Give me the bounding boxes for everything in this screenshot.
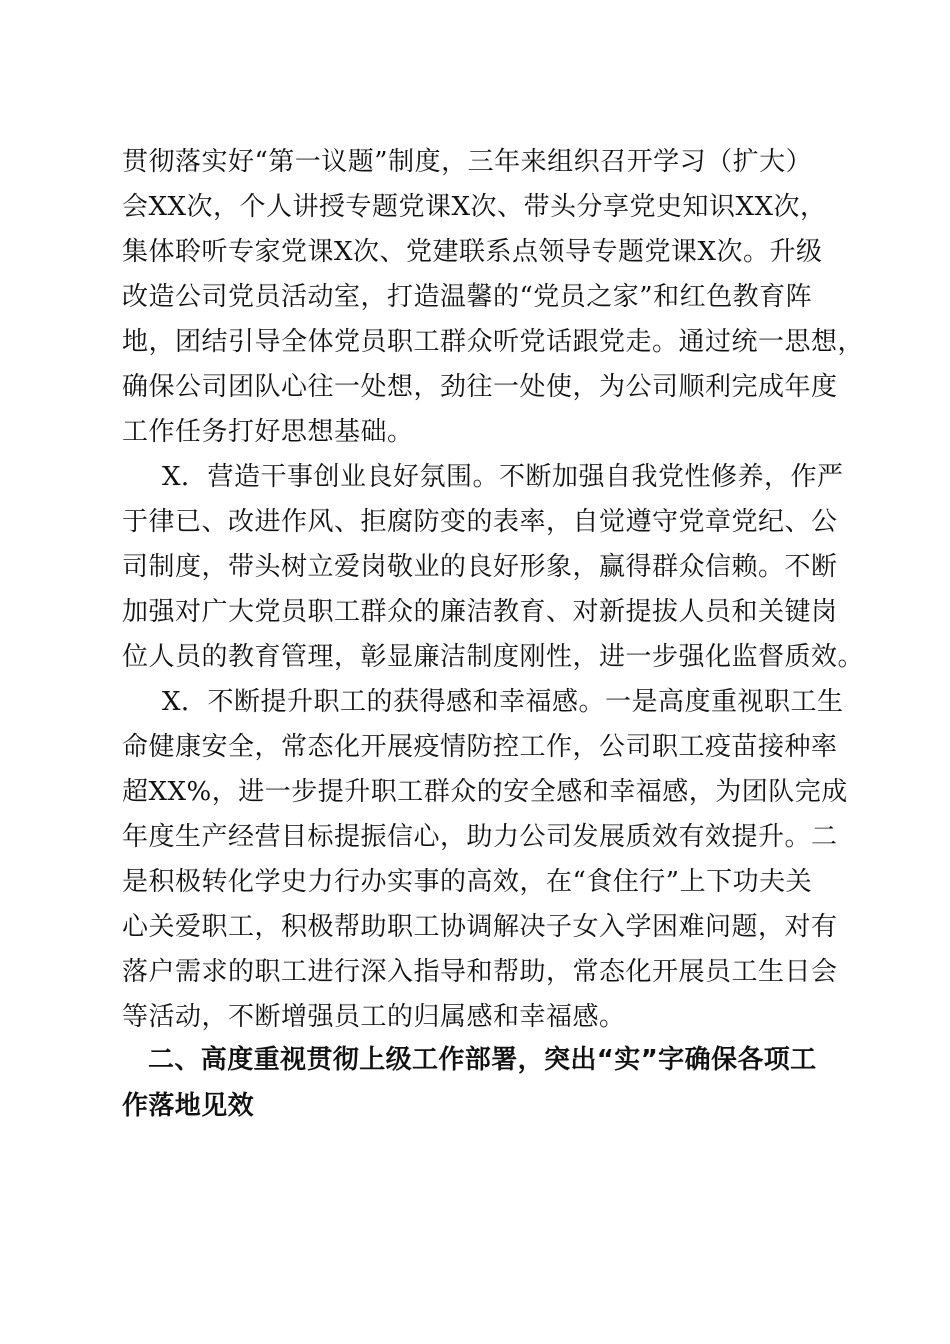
paragraph-2-line-5: 位人员的教育管理，彰显廉洁制度刚性，进一步强化监督质效。	[122, 642, 865, 672]
section-heading-line-1: 二、高度重视贯彻上级工作部署，突出“实”字确保各项工	[148, 1045, 817, 1075]
paragraph-2-line-1: X．营造干事创业良好氛围。不断加强自我党性修养，作严	[162, 462, 844, 492]
paragraph-1-line-5: 地，团结引导全体党员职工群众听党话跟党走。通过统一思想，	[122, 327, 865, 357]
paragraph-2-line-3: 司制度，带头树立爱岗敬业的良好形象，赢得群众信赖。不断	[122, 552, 838, 582]
paragraph-3-line-1: X．不断提升职工的获得感和幸福感。一是高度重视职工生	[162, 687, 844, 717]
paragraph-1-line-2: 会XX次，个人讲授专题党课X次、带头分享党史知识XX次，	[122, 192, 827, 222]
paragraph-3-line-3: 超XX%，进一步提升职工群众的安全感和幸福感，为团队完成	[122, 777, 848, 807]
paragraph-3-line-7: 落户需求的职工进行深入指导和帮助，常态化开展员工生日会	[122, 957, 838, 987]
paragraph-3-line-8: 等活动，不断增强员工的归属感和幸福感。	[122, 1002, 626, 1032]
paragraph-2-line-2: 于律已、改进作风、拒腐防变的表率，自觉遵守党章党纪、公	[122, 507, 838, 537]
paragraph-1-line-6: 确保公司团队心往一处想，劲往一处使，为公司顺利完成年度	[122, 372, 838, 402]
paragraph-3-line-2: 命健康安全，常态化开展疫情防控工作，公司职工疫苗接种率	[122, 732, 838, 762]
section-heading-line-2: 作落地见效	[122, 1091, 255, 1121]
paragraph-3-line-4: 年度生产经营目标提振信心，助力公司发展质效有效提升。二	[122, 822, 838, 852]
paragraph-1-line-4: 改造公司党员活动室，打造温馨的“党员之家”和红色教育阵	[122, 282, 813, 312]
paragraph-2-line-4: 加强对广大党员职工群众的廉洁教育、对新提拔人员和关键岗	[122, 597, 838, 627]
paragraph-3-line-6: 心关爱职工，积极帮助职工协调解决子女入学困难问题，对有	[122, 912, 838, 942]
paragraph-1-line-3: 集体聆听专家党课X次、党建联系点领导专题党课X次。升级	[122, 237, 823, 267]
paragraph-3-line-5: 是积极转化学史力行办实事的高效，在“食住行”上下功夫关	[122, 867, 813, 897]
paragraph-1-line-1: 贯彻落实好“第一议题”制度，三年来组织召开学习（扩大）	[122, 147, 813, 177]
paragraph-1-line-7: 工作任务打好思想基础。	[122, 417, 414, 447]
